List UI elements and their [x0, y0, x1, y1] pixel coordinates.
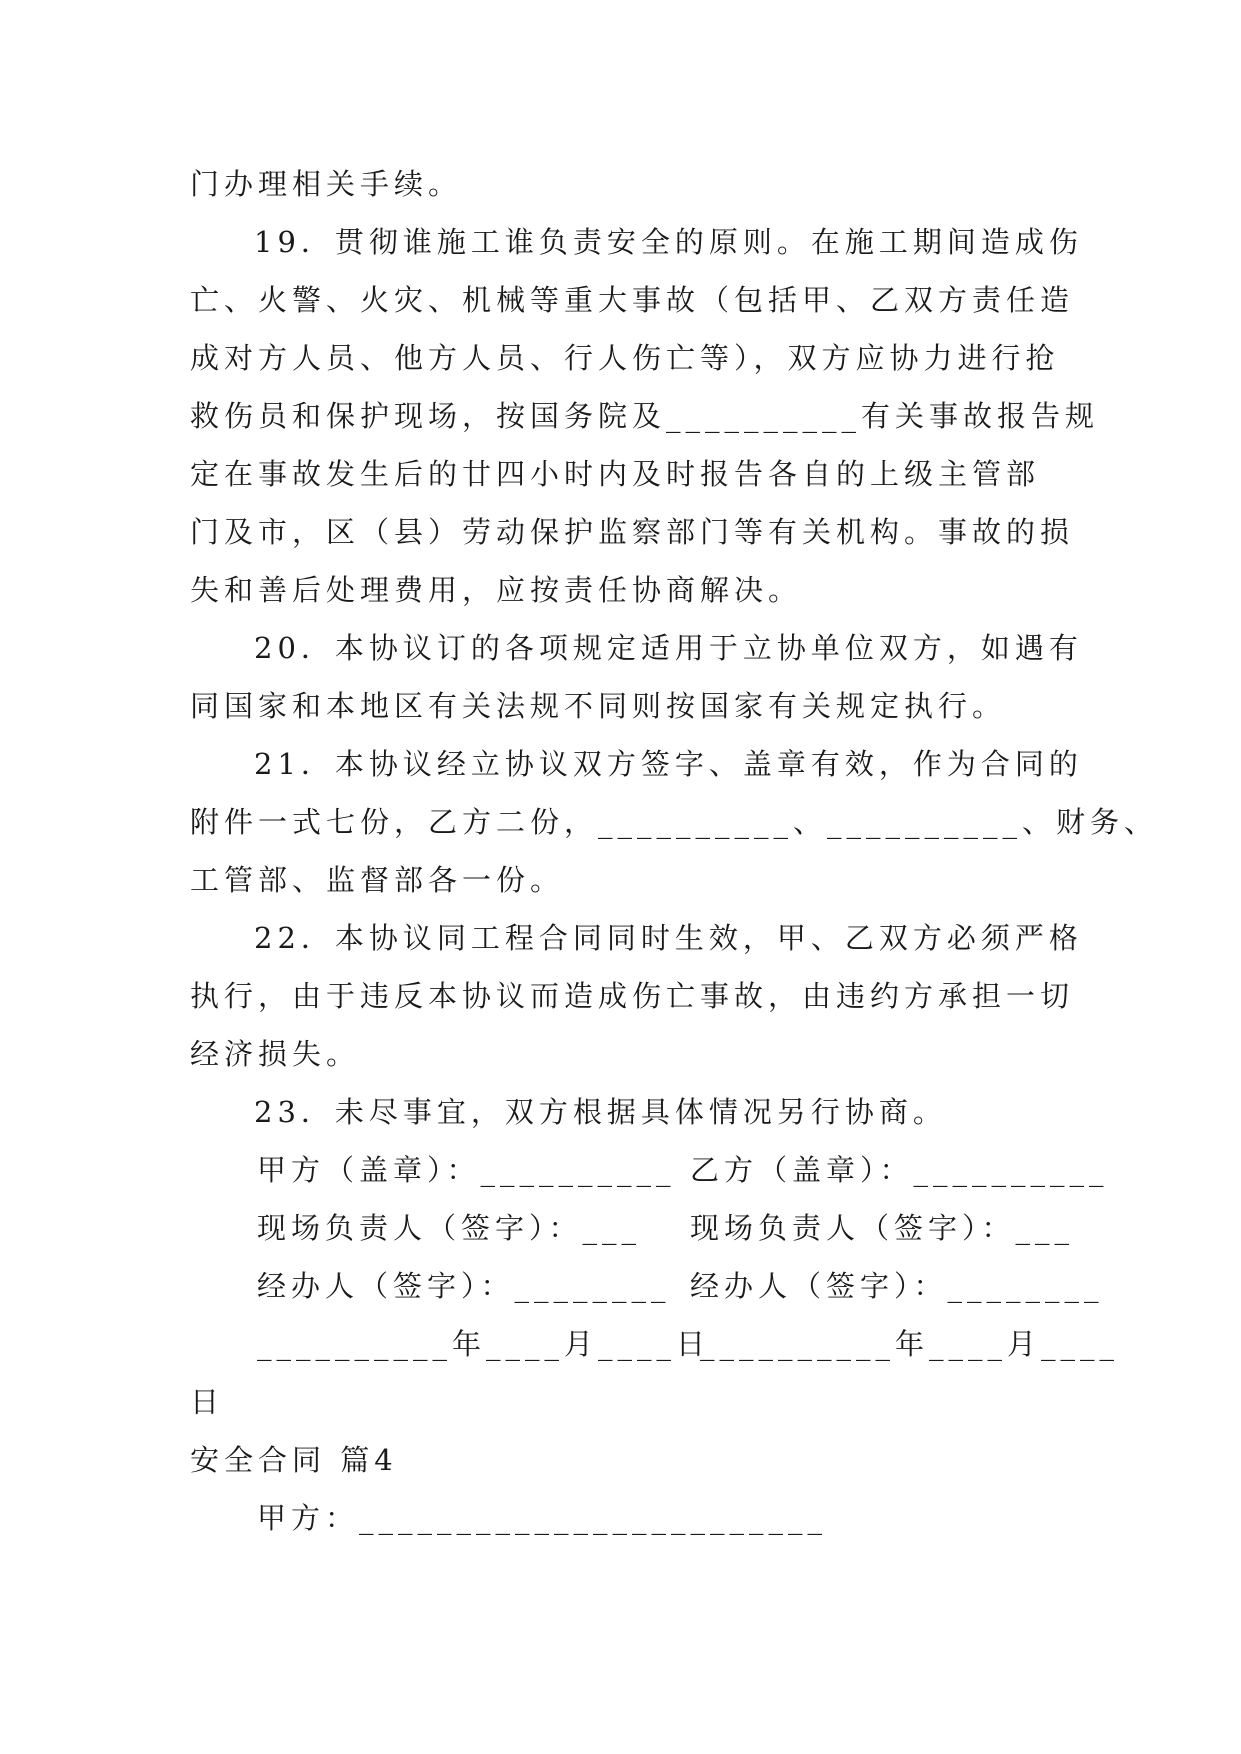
paragraph-22-line-3: 经济损失。 [190, 1037, 361, 1071]
paragraph-23: 23．未尽事宜，双方根据具体情况另行协商。 [254, 1095, 947, 1129]
party-a-seal-line: 甲方（盖章）：__________ [257, 1153, 676, 1187]
paragraph-22-line-2: 执行，由于违反本协议而造成伤亡事故，由违约方承担一切 [190, 979, 1075, 1013]
paragraph-21-line-3: 工管部、监督部各一份。 [190, 863, 565, 897]
paragraph-21-line-2: 附件一式七份，乙方二份，__________、__________、财务、 [190, 805, 1159, 839]
paragraph-22-line-1: 22．本协议同工程合同同时生效，甲、乙双方必须严格 [254, 921, 1083, 955]
paragraph-21-line-1: 21．本协议经立协议双方签字、盖章有效，作为合同的 [254, 747, 1083, 781]
party-a-date-line: __________年____月____日 [257, 1327, 711, 1361]
paragraph-19-line-6: 门及市，区（县）劳动保护监察部门等有关机构。事故的损 [190, 515, 1075, 549]
party-b-seal-line: 乙方（盖章）：__________ [690, 1153, 1109, 1187]
paragraph-20-line-2: 同国家和本地区有关法规不同则按国家有关规定执行。 [190, 689, 1007, 723]
next-section-party-a-line: 甲方：________________________ [257, 1501, 828, 1535]
paragraph-19-line-3: 成对方人员、他方人员、行人伤亡等），双方应协力进行抢 [190, 341, 1060, 375]
paragraph-20-line-1: 20．本协议订的各项规定适用于立协单位双方，如遇有 [254, 631, 1083, 665]
section-heading: 安全合同 篇4 [190, 1443, 398, 1477]
party-b-date-line: __________年____月____ [700, 1327, 1120, 1361]
party-b-site-manager-line: 现场负责人（签字）：___ [690, 1211, 1075, 1245]
party-a-site-manager-line: 现场负责人（签字）：___ [257, 1211, 642, 1245]
paragraph-19-line-5: 定在事故发生后的廿四小时内及时报告各自的上级主管部 [190, 457, 1041, 491]
paragraph-19-line-2: 亡、火警、火灾、机械等重大事故（包括甲、乙双方责任造 [190, 283, 1075, 317]
paragraph-19-line-7: 失和善后处理费用，应按责任协商解决。 [190, 573, 803, 607]
party-b-date-wrap: 日 [190, 1385, 225, 1419]
party-b-handler-line: 经办人（签字）：________ [690, 1269, 1104, 1303]
paragraph-19-line-4: 救伤员和保护现场，按国务院及__________有关事故报告规 [190, 399, 1100, 433]
paragraph-18-tail: 门办理相关手续。 [190, 167, 463, 201]
paragraph-19-line-1: 19．贯彻谁施工谁负责安全的原则。在施工期间造成伤 [254, 225, 1083, 259]
party-a-handler-line: 经办人（签字）：________ [257, 1269, 671, 1303]
